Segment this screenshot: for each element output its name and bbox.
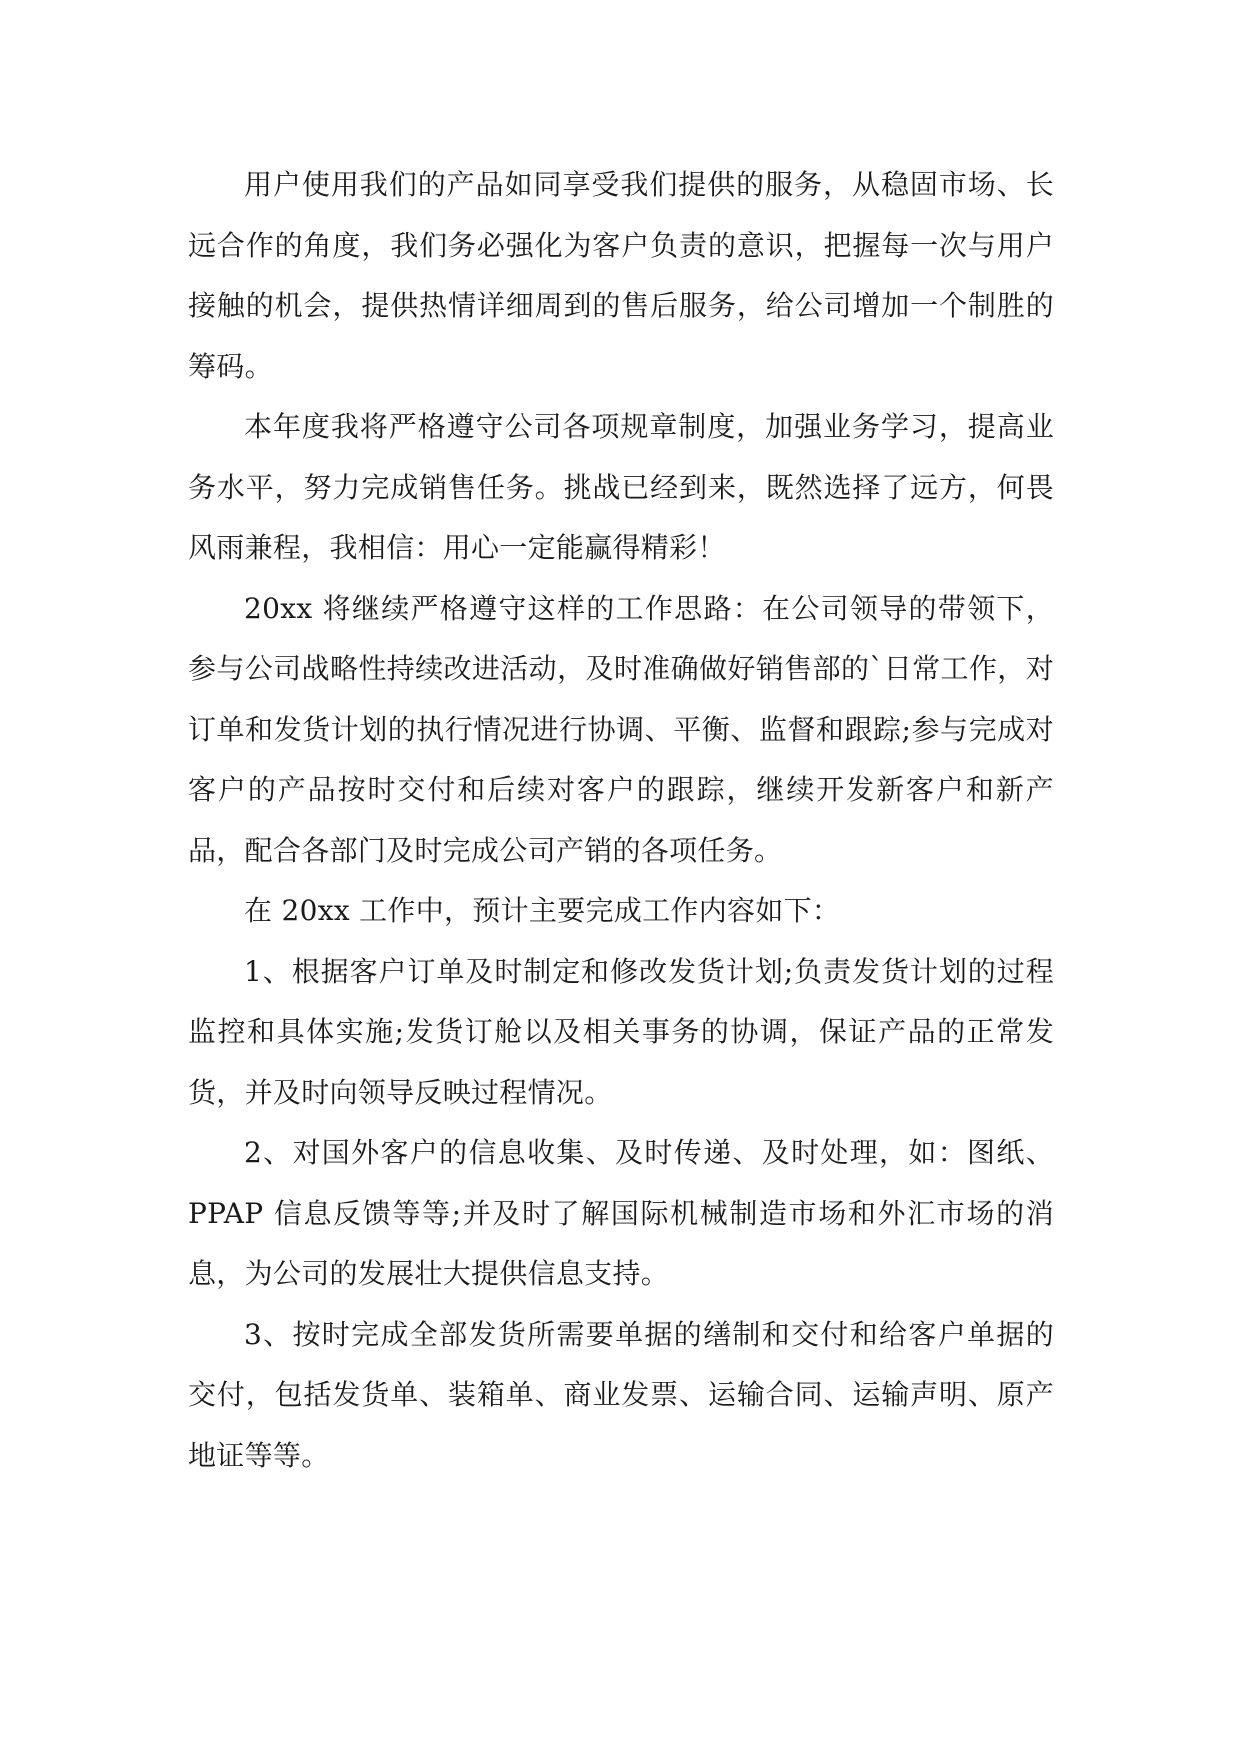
- paragraph-work-plan-intro: 在 20xx 工作中，预计主要完成工作内容如下：: [244, 894, 841, 927]
- list-item-foreign-customer-info: 2、对国外客户的信息收集、及时传递、及时处理，如：图纸、PPAP 信息反馈等等;并及时了解国际机械制造市场和外汇市场的消息，为公司的发展壮大提供信息支持。: [188, 1136, 1054, 1290]
- paragraph-customer-service: 用户使用我们的产品如同享受我们提供的服务，从稳固市场、长远合作的角度，我们务必强化为客户负责的意识，把握每一次与用户接触的机会，提供热情详细周到的售后服务，给公司增加一个制胜的筹码。: [188, 168, 1054, 383]
- document-body: [188, 155, 1054, 1486]
- list-item-shipping-plan: 1、根据客户订单及时制定和修改发货计划;负责发货计划的过程监控和具体实施;发货订舱以及相关事务的协调，保证产品的正常发货，并及时向领导反映过程情况。: [188, 954, 1054, 1109]
- list-item-shipping-documents: 3、按时完成全部发货所需要单据的缮制和交付和给客户单据的交付，包括发货单、装箱单、商业发票、运输合同、运输声明、原产地证等等。: [188, 1317, 1054, 1472]
- paragraph-work-approach: 20xx 将继续严格遵守这样的工作思路：在公司领导的带领下，参与公司战略性持续改进活动，及时准确做好销售部的`日常工作，对订单和发货计划的执行情况进行协调、平衡、监督和跟踪;参与完成对客户的产品按时交付和后续对客户的跟踪，继续开发新客户和新产品，配合各部门及时完成公司产销的各项任务。: [188, 591, 1054, 867]
- paragraph-annual-commitment: 本年度我将严格遵守公司各项规章制度，加强业务学习，提高业务水平，努力完成销售任务。挑战已经到来，既然选择了远方，何畏风雨兼程，我相信：用心一定能赢得精彩！: [188, 410, 1054, 564]
